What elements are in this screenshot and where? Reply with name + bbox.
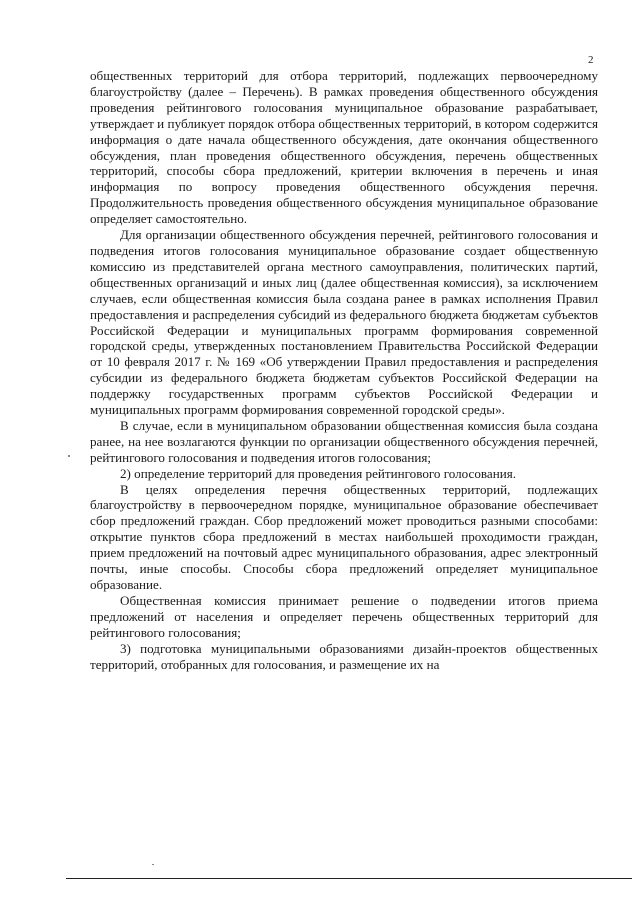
document-body: [90, 68, 598, 672]
footer-rule: [66, 878, 632, 879]
scan-margin-mark: [68, 455, 70, 457]
paragraph-commission: Для организации общественного обсуждения перечней, рейтингового голосования и подведения итогов голосования муниципальное образование создает общественную комиссию из представителей органа местного самоуправления, политических партий, общественных организаций и иных лиц (далее общественная комиссия), за исключением случаев, если общественная комиссия была создана ранее в рамках исполнения Правил предоставления и распределения субсидий из федерального бюджета бюджетам субъектов Российской Федерации и муниципальных программ формирования современной городской среды, утвержденных постановлением Правительства Российской Федерации от 10 февраля 2017 г. № 169 «Об утверждении Правил предоставления и распределения субсидии из федерального бюджета бюджетам субъектов Российской Федерации на поддержку государственных программ субъектов Российской Федерации и муниципальных программ формирования современной городской среды».: [90, 227, 598, 418]
paragraph-proposals: В целях определения перечня общественных территорий, подлежащих благоустройству в первоочередном порядке, муниципальное образование обеспечивает сбор предложений граждан. Сбор предложений может проводиться разными способами: открытие пунктов сбора предложений в местах наибольшей проходимости граждан, прием предложений на почтовый адрес муниципального образования, адрес электронный почты, иные способы. Способы сбора предложений определяет муниципальное образование.: [90, 481, 598, 592]
paragraph-existing-commission: В случае, если в муниципальном образовании общественная комиссия была создана ранее, на нее возлагаются функции по организации общественного обсуждения перечней, рейтингового голосования и подведения итогов голосования;: [90, 417, 598, 465]
paragraph-commission-decision: Общественная комиссия принимает решение о подведении итогов приема предложений от населения и определяет перечень общественных территорий для рейтингового голосования;: [90, 592, 598, 640]
paragraph-item-2: 2) определение территорий для проведения рейтингового голосования.: [120, 465, 517, 481]
paragraph-item-3: 3) подготовка муниципальными образованиями дизайн-проектов общественных территорий, отобранных для голосования, и размещение их на: [90, 640, 598, 672]
scan-footer-dot: [152, 864, 154, 865]
paragraph-continuation: общественных территорий для отбора территорий, подлежащих первоочередному благоустройству (далее – Перечень). В рамках проведения общественного обсуждения проведения рейтингового голосования муниципальное образование разрабатывает, утверждает и публикует порядок отбора общественных территорий, в котором содержится информация о дате начала общественного обсуждения, дате окончания общественного обсуждения, план проведения общественного обсуждения, перечень общественных территорий, способы сбора предложений, критерии включения в перечень и иная информация по вопросу проведения общественного обсуждения перечня. Продолжительность проведения общественного обсуждения муниципальное образование определяет самостоятельно.: [90, 68, 598, 227]
page-number: 2: [588, 54, 594, 66]
